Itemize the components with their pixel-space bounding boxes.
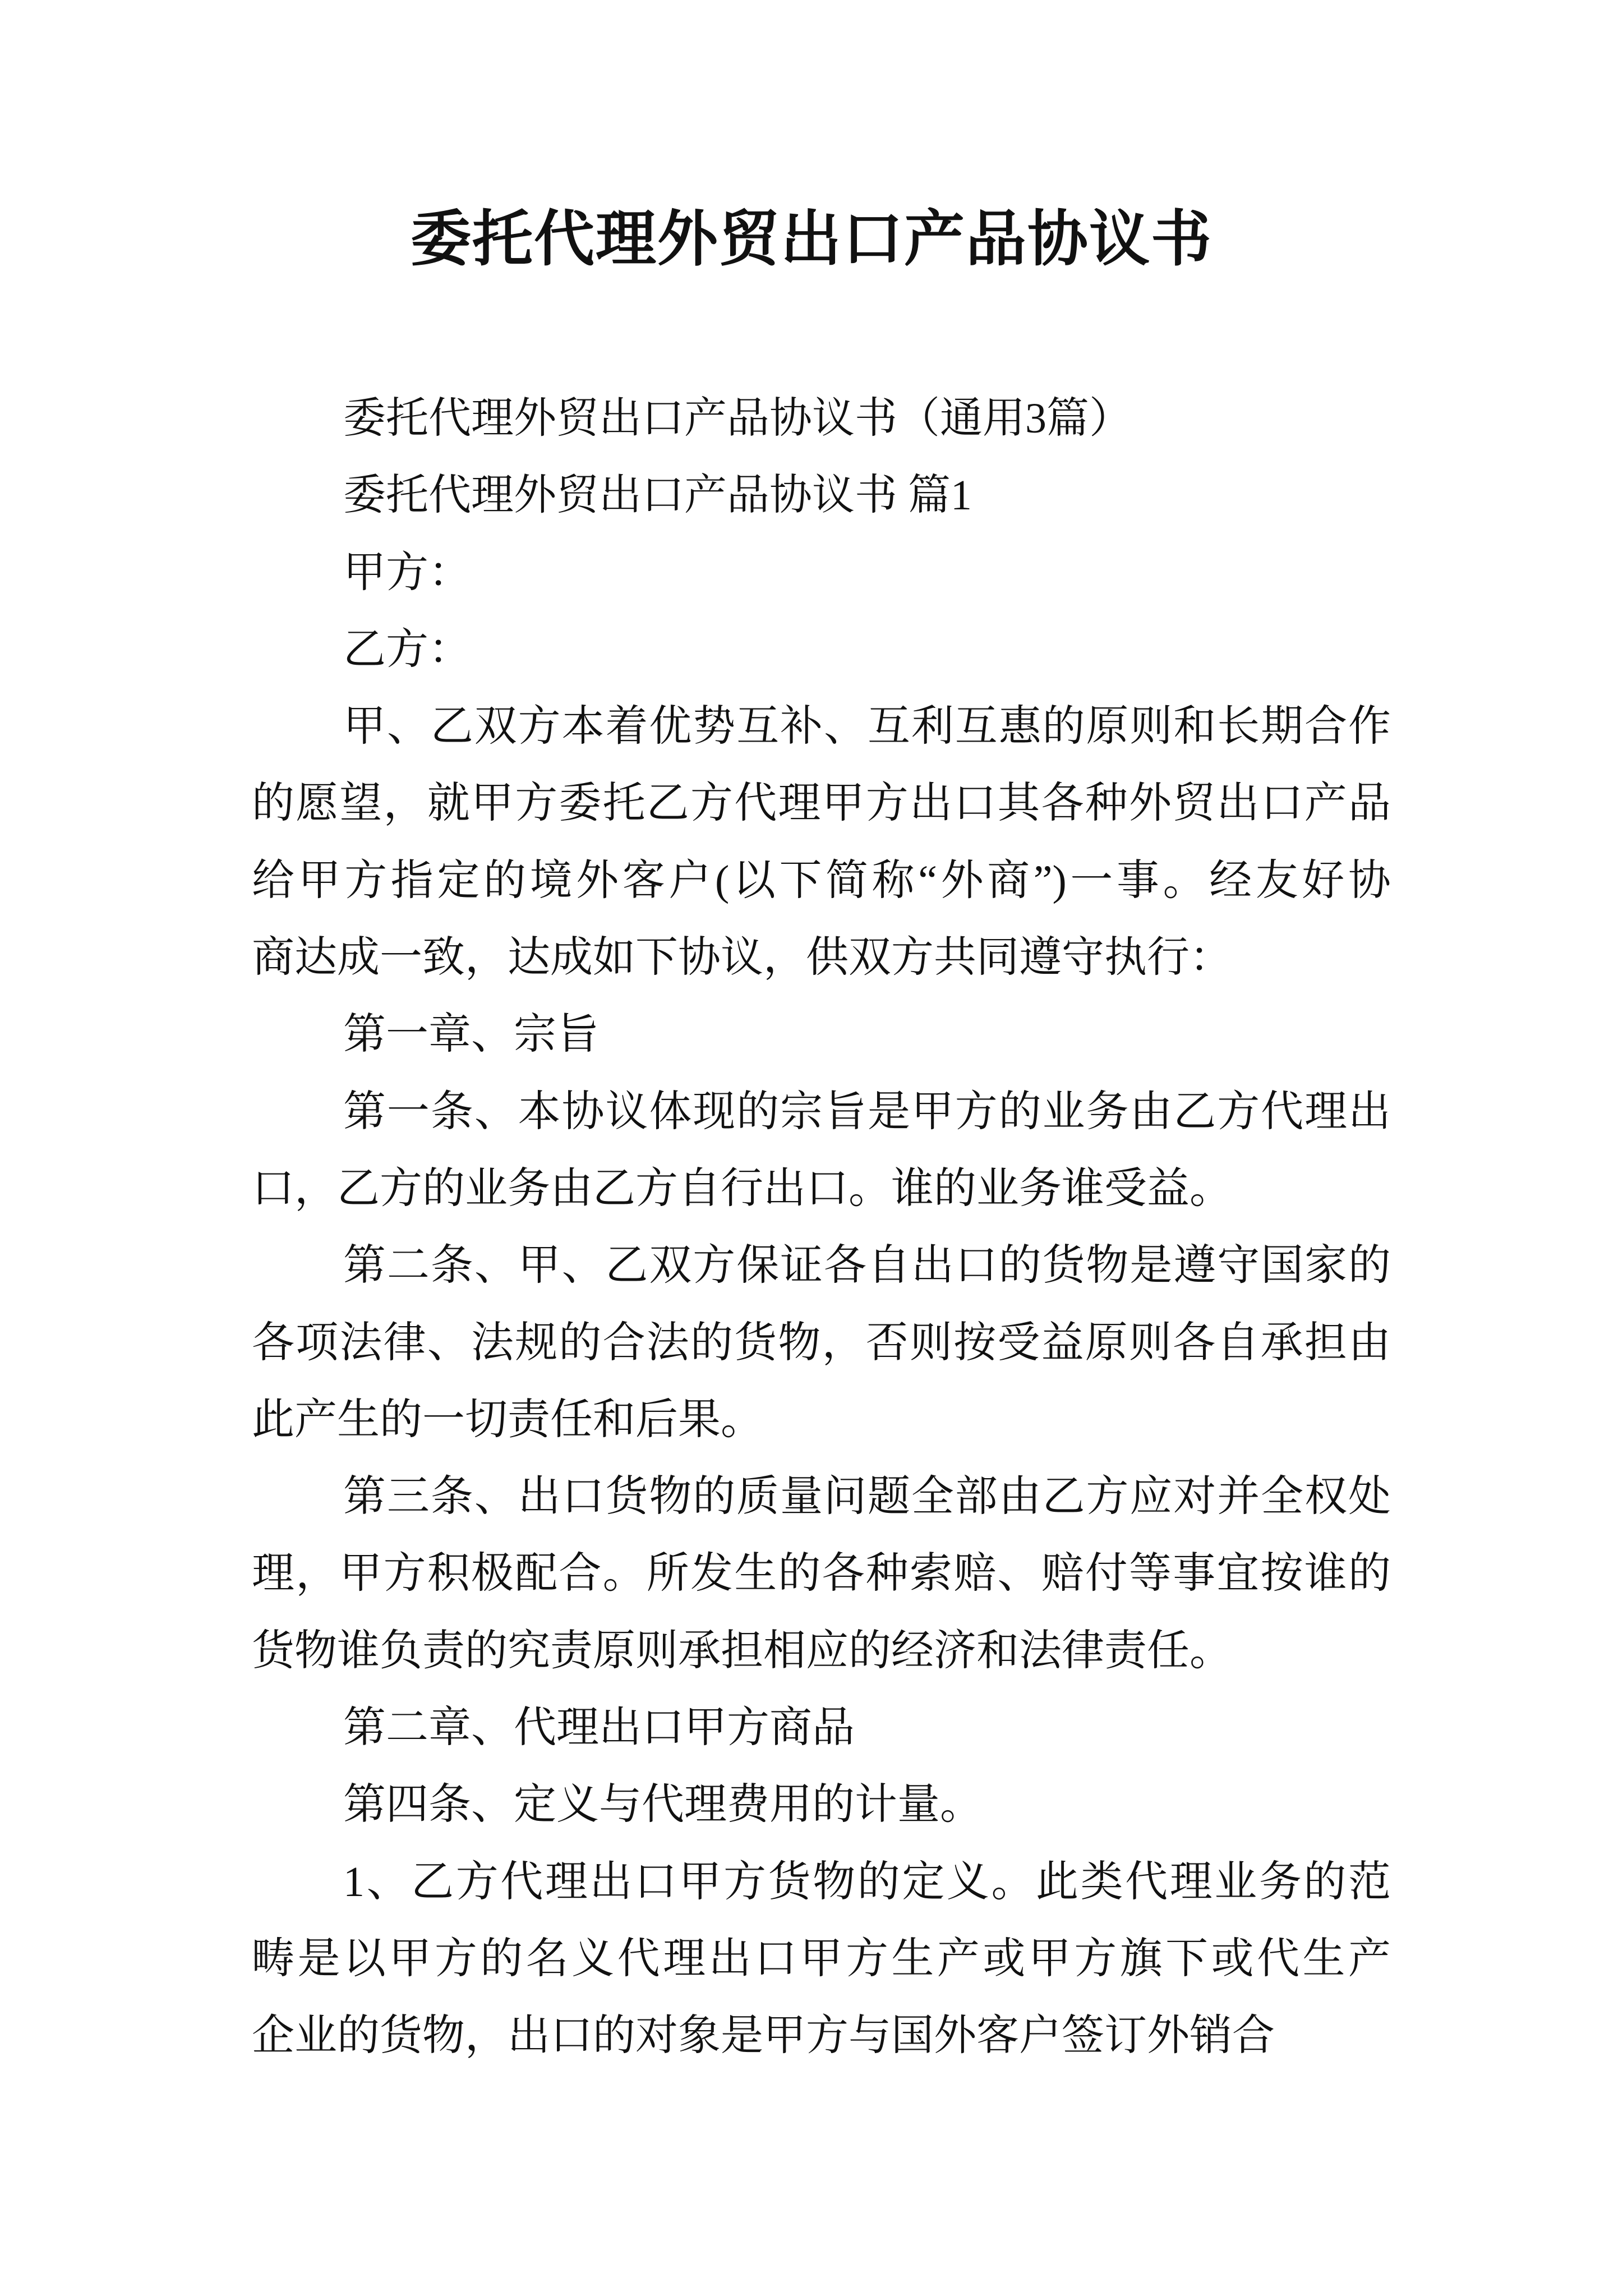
party-b-label xyxy=(252,611,1391,688)
paragraph-line: 第一章、宗旨 xyxy=(343,1011,599,1059)
paragraph-line: 第三条、出口货物的质量问题全部由乙方应对并全权处 xyxy=(343,1473,1391,1521)
article-paragraph xyxy=(252,1458,1391,1690)
paragraph-line: 1、乙方代理出口甲方货物的定义。此类代理业务的范 xyxy=(343,1858,1391,1906)
article-heading xyxy=(252,1766,1391,1843)
paragraph-line: 企业的货物，出口的对象是甲方与国外客户签订外销合 xyxy=(252,2012,1275,2060)
section-subtitle xyxy=(252,457,1391,534)
article-paragraph xyxy=(252,1227,1391,1458)
paragraph-line: 第一条、本协议体现的宗旨是甲方的业务由乙方代理出 xyxy=(343,1088,1391,1135)
paragraph-line: 第四条、定义与代理费用的计量。 xyxy=(343,1781,983,1829)
chapter-heading xyxy=(252,1690,1391,1766)
paragraph-line: 甲、乙双方本着优势互补、互利互惠的原则和长期合作 xyxy=(343,703,1391,751)
document-title: 委托代理外贸出口产品协议书 xyxy=(410,206,1212,273)
paragraph-line: 畴是以甲方的名义代理出口甲方生产或甲方旗下或代生产 xyxy=(252,1935,1391,1982)
paragraph-line: 理，甲方积极配合。所发生的各种索赔、赔付等事宜按谁的 xyxy=(252,1550,1391,1598)
paragraph-line: 商达成一致，达成如下协议，供双方共同遵守执行： xyxy=(252,934,1232,982)
preamble-paragraph xyxy=(252,688,1391,996)
paragraph-line: 委托代理外贸出口产品协议书（通用3篇） xyxy=(343,395,1132,442)
paragraph-line: 的愿望，就甲方委托乙方代理甲方出口其各种外贸出口产品 xyxy=(252,780,1391,827)
clause-paragraph xyxy=(252,1844,1391,2075)
paragraph-line: 甲方： xyxy=(343,549,471,596)
chapter-heading xyxy=(252,996,1391,1073)
party-a-label xyxy=(252,535,1391,611)
document-subtitle xyxy=(252,380,1391,457)
paragraph-line: 货物谁负责的究责原则承担相应的经济和法律责任。 xyxy=(252,1627,1232,1674)
paragraph-line: 口，乙方的业务由乙方自行出口。谁的业务谁受益。 xyxy=(252,1165,1232,1212)
paragraph-line: 给甲方指定的境外客户(以下简称“外商”)一事。经友好协 xyxy=(252,857,1391,904)
paragraph-line: 各项法律、法规的合法的货物，否则按受益原则各自承担由 xyxy=(252,1319,1391,1366)
paragraph-line: 第二条、甲、乙双方保证各自出口的货物是遵守国家的 xyxy=(343,1242,1391,1290)
paragraph-line: 委托代理外贸出口产品协议书 篇1 xyxy=(343,472,972,519)
paragraph-line: 第二章、代理出口甲方商品 xyxy=(343,1704,855,1752)
paragraph-line: 此产生的一切责任和后果。 xyxy=(252,1396,763,1443)
document-body xyxy=(252,380,1391,2075)
article-paragraph xyxy=(252,1074,1391,1228)
paragraph-line: 乙方： xyxy=(343,625,471,673)
